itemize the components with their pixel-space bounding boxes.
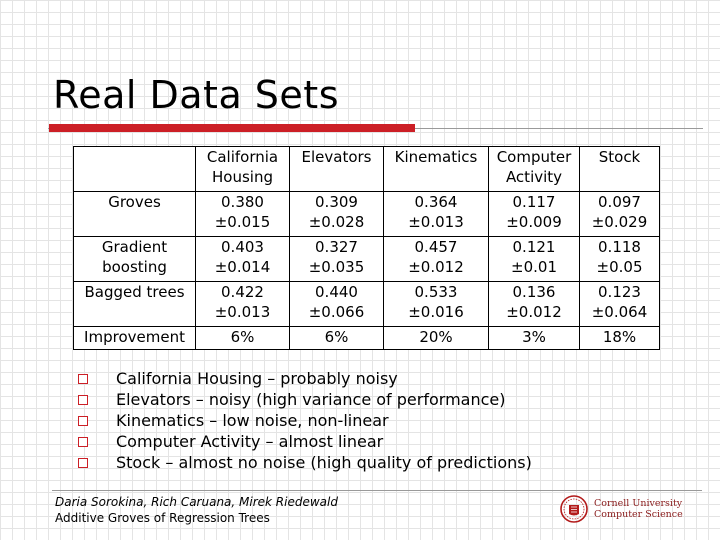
table-row-bagged-trees (74, 282, 660, 327)
square-bullet-icon (78, 395, 88, 405)
table-row-groves (74, 192, 660, 237)
row-label: Gradient boosting (74, 237, 196, 282)
table-header-row (74, 147, 660, 192)
list-item: Kinematics – low noise, non-linear (78, 410, 532, 431)
header-elevators: Elevators (290, 147, 384, 192)
table-cell: 0.380 ±0.015 (196, 192, 290, 237)
footer-paper-title: Additive Groves of Regression Trees (55, 511, 270, 525)
row-label: Groves (74, 192, 196, 237)
title-accent-bar (49, 124, 415, 132)
square-bullet-icon (78, 458, 88, 468)
table-cell: 0.121 ±0.01 (489, 237, 580, 282)
results-table (73, 146, 660, 350)
square-bullet-icon (78, 416, 88, 426)
table-cell: 0.309 ±0.028 (290, 192, 384, 237)
table-row-gradient-boosting (74, 237, 660, 282)
footer (55, 494, 338, 526)
header-stock: Stock (580, 147, 660, 192)
table-cell: 0.117 ±0.009 (489, 192, 580, 237)
header-california-housing: California Housing (196, 147, 290, 192)
square-bullet-icon (78, 374, 88, 384)
table-cell: 0.457 ±0.012 (384, 237, 489, 282)
table-cell: 0.097 ±0.029 (580, 192, 660, 237)
table-cell: 0.403 ±0.014 (196, 237, 290, 282)
footer-authors: Daria Sorokina, Rich Caruana, Mirek Riedewald (55, 495, 338, 509)
row-label: Improvement (74, 327, 196, 350)
list-item: California Housing – probably noisy (78, 368, 532, 389)
bullet-list (78, 368, 532, 473)
logo-wordmark: Cornell University Computer Science (594, 498, 683, 520)
slide-title: Real Data Sets (53, 73, 340, 117)
list-item: Computer Activity – almost linear (78, 431, 532, 452)
table-cell: 0.123 ±0.064 (580, 282, 660, 327)
table-cell: 20% (384, 327, 489, 350)
table-cell: 0.364 ±0.013 (384, 192, 489, 237)
square-bullet-icon (78, 437, 88, 447)
table-cell: 6% (290, 327, 384, 350)
list-item: Elevators – noisy (high variance of performance) (78, 389, 532, 410)
cornell-logo (560, 494, 683, 524)
table-cell: 6% (196, 327, 290, 350)
table-cell: 0.118 ±0.05 (580, 237, 660, 282)
cornell-seal-icon (560, 494, 588, 524)
table-cell: 3% (489, 327, 580, 350)
table-cell: 0.136 ±0.012 (489, 282, 580, 327)
header-cell-empty (74, 147, 196, 192)
header-computer-activity: Computer Activity (489, 147, 580, 192)
table-cell: 18% (580, 327, 660, 350)
table-row-improvement (74, 327, 660, 350)
table-cell: 0.422 ±0.013 (196, 282, 290, 327)
header-kinematics: Kinematics (384, 147, 489, 192)
footer-divider (52, 490, 702, 491)
list-item: Stock – almost no noise (high quality of predictions) (78, 452, 532, 473)
table-cell: 0.440 ±0.066 (290, 282, 384, 327)
table-cell: 0.327 ±0.035 (290, 237, 384, 282)
row-label: Bagged trees (74, 282, 196, 327)
table-cell: 0.533 ±0.016 (384, 282, 489, 327)
